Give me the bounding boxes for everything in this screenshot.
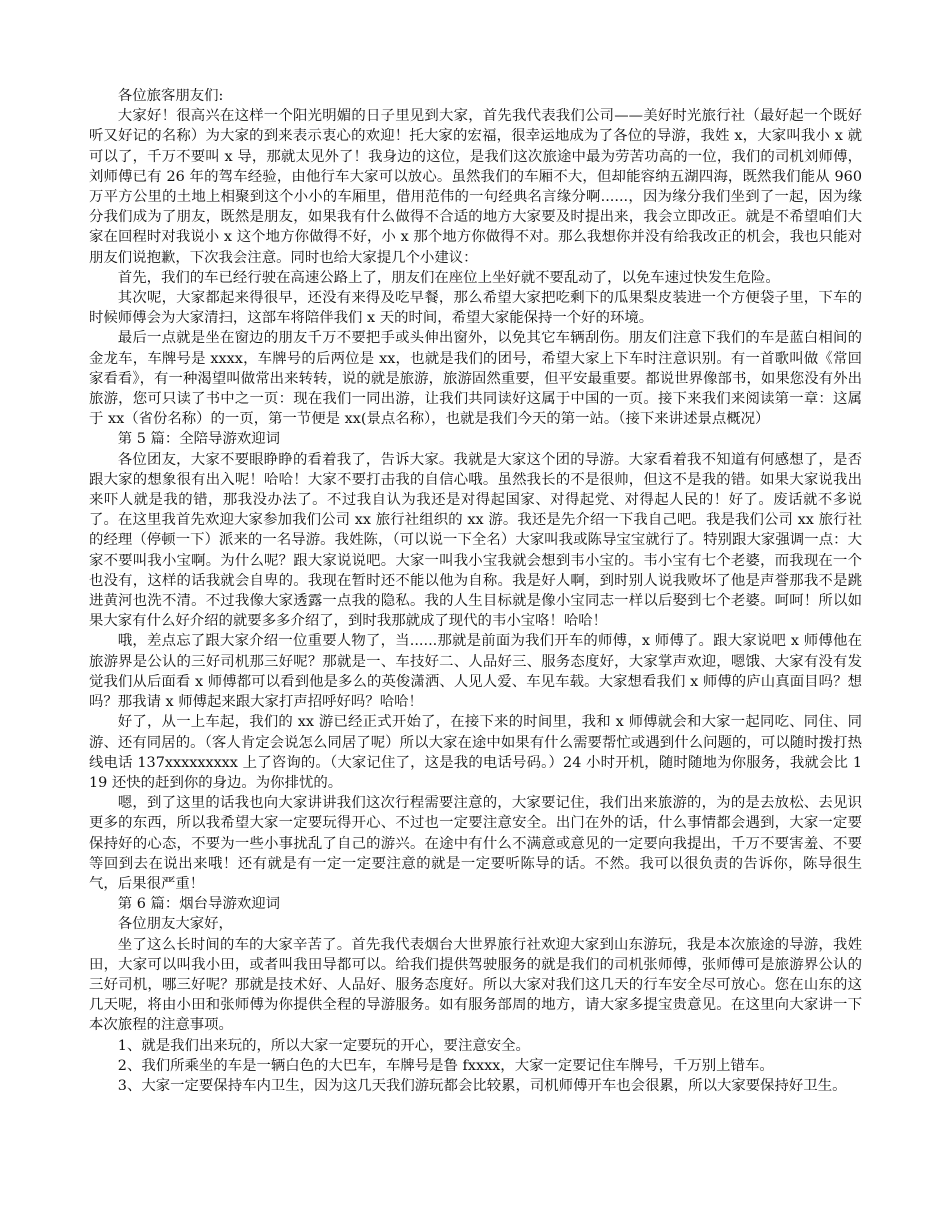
body-paragraph: 3、大家一定要保持车内卫生，因为这几天我们游玩都会比较累，司机师傅开车也会很累，所以大家要保持好卫生。 (117, 1077, 847, 1094)
body-paragraph: 坐了这么长时间的车的大家辛苦了。首先我代表烟台大世界旅行社欢迎大家到山东游玩，我是本次旅途的导游，我姓田，大家可以叫我小田，或者叫我田导都可以。给我们提供驾驶服务的就是我们的司机张师傅，张师傅可是旅游界公认的三好司机，哪三好呢？那就是技术好、人品好、服务态度好。所以大家对我们这几天的行车安全尽可放心。您在山东的这几天呢，将由小田和张师傅为你提供全程的导游服务。如有服务部周的地方，请大家多提宝贵意见。在这里向大家讲一下本次旅程的注意事项。 (89, 936, 862, 1034)
body-paragraph: 哦，差点忘了跟大家介绍一位重要人物了，当......那就是前面为我们开车的师傅，x 师傅了。跟大家说吧 x 师傅他在旅游界是公认的三好司机那三好呢？那就是一、车技好二、人品好三、服务态度好，大家掌声欢迎，嗯饿、大家有没有发觉我们从后面看 x 师傅都可以看到他是多么的英俊潇洒、人见人爱、车见车载。大家想看我们 x 师傅的庐山真面目吗？想吗？那我请 x 师傅起来跟大家打声招呼好吗？哈哈！ (89, 633, 862, 711)
body-paragraph: 大家好！很高兴在这样一个阳光明媚的日子里见到大家，首先我代表我们公司——美好时光旅行社（最好起一个既好听又好记的名称）为大家的到来表示衷心的欢迎！托大家的宏福，很幸运地成为了各位的导游，我姓 x，大家叫我小 x 就可以了，千万不要叫 x 导，那就太见外了！我身边的这位，是我们这次旅途中最为劳苦功高的一位，我们的司机刘师傅，刘师傅已有 26 年的驾车经验，由他行车大家可以放心。虽然我们的车厢不大，但却能容纳五湖四海，既然我们能从 960 万平方公里的土地上相聚到这个小小的车厢里，借用范伟的一句经典名言缘分啊......，因为缘分我们坐到了一起，因为缘分我们成为了朋友，既然是朋友，如果我有什么做得不合适的地方大家要及时提出来，我会立即改正。就是不希望咱们大家在回程时对我说小 x 这个地方你做得不好，小 x 那个地方你做得不对。那么我想你并没有给我改正的机会，我也只能对朋友们说抱歉，下次我会注意。同时也给大家提几个小建议： (89, 108, 862, 266)
section-heading: 第 6 篇：烟台导游欢迎词 (117, 896, 281, 913)
section-heading: 第 5 篇：全陪导游欢迎词 (117, 431, 281, 448)
body-paragraph: 2、我们所乘坐的车是一辆白色的大巴车，车牌号是鲁 fxxxx，大家一定要记住车牌号，千万别上错车。 (117, 1057, 774, 1074)
body-paragraph: 嗯，到了这里的话我也向大家讲讲我们这次行程需要注意的，大家要记住，我们出来旅游的，为的是去放松、去见识更多的东西，所以我希望大家一定要玩得开心、不过也一定要注意安全。出门在外的话，什么事情都会遇到，大家一定要保持好的心态，不要为一些小事扰乱了自己的游兴。在途中有什么不满意或意见的一定要向我提出，千万不要害羞、不要等回到去在说出来哦！还有就是有一定一定要注意的就是一定要听陈导的话。不然。我可以很负责的告诉你，陈导很生气，后果很严重！ (89, 795, 862, 892)
salutation-line: 各位旅客朋友们: (117, 88, 224, 104)
document-body (89, 86, 862, 1096)
body-paragraph: 1、就是我们出来玩的，所以大家一定要玩的开心，要注意安全。 (117, 1037, 530, 1054)
body-paragraph: 其次呢，大家都起来得很早，还没有来得及吃早餐，那么希望大家把吃剩下的瓜果梨皮装进一个方便袋子里，下车的时候师傅会为大家清扫，这部车将陪伴我们 x 天的时间，希望大家能保持一个好的环境。 (89, 290, 862, 327)
body-paragraph: 各位朋友大家好， (117, 916, 233, 933)
body-paragraph: 最后一点就是坐在窗边的朋友千万不要把手或头伸出窗外，以免其它车辆刮伤。朋友们注意下我们的车是蓝白相间的金龙车，车牌号是 xxxx，车牌号的后两位是 xx，也就是我们的团号，希望大家上下车时注意识别。有一首歌叫做《常回家看看》，有一种渴望叫做常出来转转，说的就是旅游，旅游固然重要，但平安最重要。都说世界像部书，如果您没有外出旅游，您可只读了书中之一页：现在我们一同出游，让我们共同读好这属于中国的一页。接下来我们来阅读第一章：这属于 xx（省份名称）的一页，第一节便是 xx(景点名称），也就是我们今天的第一站。（接下来讲述景点概况） (89, 330, 862, 428)
body-paragraph: 首先，我们的车已经行驶在高速公路上了，朋友们在座位上坐好就不要乱动了，以免车速过快发生危险。 (117, 269, 780, 286)
body-paragraph: 好了，从一上车起，我们的 xx 游已经正式开始了，在接下来的时间里，我和 x 师傅就会和大家一起同吃、同住、同游、还有同居的。（客人肯定会说怎么同居了呢）所以大家在途中如果有什么需要帮忙或遇到什么问题的，可以随时拨打热线电话 137xxxxxxxxx 上了咨询的。（大家记住了，这是我的电话号码。）24 小时开机，随时随地为你服务，我就会比 119 还快的赶到你的身边。为你排忧的。 (89, 714, 862, 791)
body-paragraph: 各位团友，大家不要眼睁睁的看着我了，告诉大家。我就是大家这个团的导游。大家看着我不知道有何感想了，是否跟大家的想象很有出入呢！哈哈！大家不要打击我的自信心哦。虽然我长的不是很帅，但这不是我的错。如果大家说我出来吓人就是我的错，那我没办法了。不过我自认为我还是对得起国家、对得起党、对得起人民的！好了。废话就不多说了。在这里我首先欢迎大家参加我们公司 xx 旅行社组织的 xx 游。我还是先介绍一下我自己吧。我是我们公司 xx 旅行社的经理（停顿一下）派来的一名导游。我姓陈，（可以说一下全名）大家叫我或陈导宝宝就行了。特别跟大家强调一点：大家不要叫我小宝啊。为什么呢？跟大家说说吧。大家一叫我小宝我就会想到韦小宝的。韦小宝有七个老婆，而我现在一个也没有，这样的话我就会自卑的。我现在暂时还不能以他为自称。我是好人啊，到时别人说我败坏了他是声誉那我不是跳进黄河也洗不清。不过我像大家透露一点我的隐私。我的人生目标就是像小宝同志一样以后娶到七个老婆。呵呵！所以如果大家有什么好介绍的就要多多介绍了，到时我那就成了现代的韦小宝咯！哈哈！ (89, 451, 862, 630)
